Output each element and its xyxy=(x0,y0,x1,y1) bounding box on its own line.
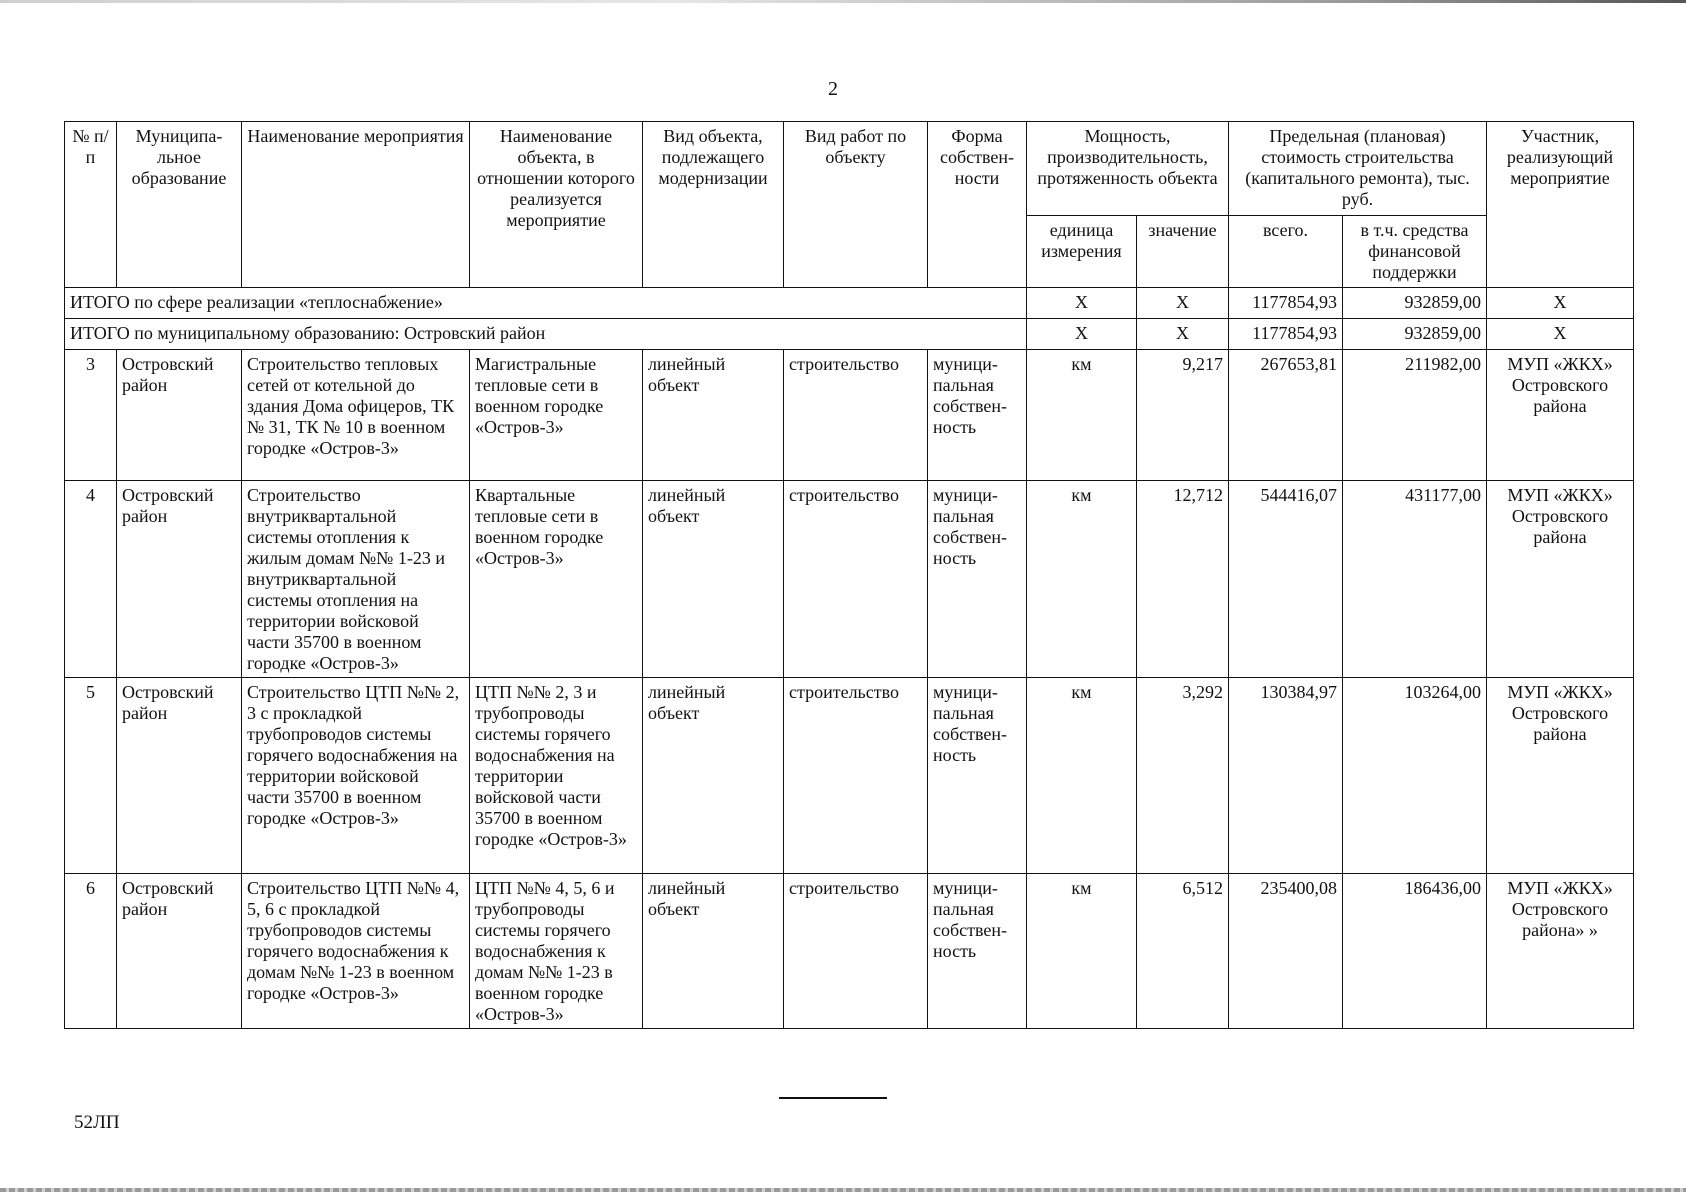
total-label: ИТОГО по сфере реализации «теплоснабжение» xyxy=(65,288,1027,319)
total-unit: Х xyxy=(1027,288,1137,319)
row-ownership: муници-пальная собствен-ность xyxy=(928,874,1027,1029)
header-municipality: Муниципа-льное образование xyxy=(117,122,242,288)
row-municipality: Островский район xyxy=(117,350,242,481)
page-number: 2 xyxy=(828,78,838,100)
header-capacity-group: Мощность, производительность, протяженность объекта xyxy=(1027,122,1229,216)
table-body xyxy=(65,288,1634,1029)
total-value: Х xyxy=(1137,319,1229,350)
table-header xyxy=(65,122,1634,288)
row-support: 211982,00 xyxy=(1343,350,1487,481)
total-participant: Х xyxy=(1487,288,1634,319)
row-support: 186436,00 xyxy=(1343,874,1487,1029)
row-municipality: Островский район xyxy=(117,481,242,678)
total-row-heat-supply xyxy=(65,288,1634,319)
row-object: ЦТП №№ 4, 5, 6 и трубопроводы системы горячего водоснабжения к домам №№ 1-23 в военном городке «Остров-3» xyxy=(470,874,643,1029)
row-ownership: муници-пальная собствен-ность xyxy=(928,678,1027,874)
table-row xyxy=(65,874,1634,1029)
header-event-name: Наименование мероприятия xyxy=(242,122,470,288)
row-participant: МУП «ЖКХ» Островского района xyxy=(1487,350,1634,481)
row-event: Строительство ЦТП №№ 4, 5, 6 с прокладкой трубопроводов системы горячего водоснабжения к домам №№ 1-23 в военном городке «Остров-3» xyxy=(242,874,470,1029)
row-num: 4 xyxy=(65,481,117,678)
row-total: 267653,81 xyxy=(1229,350,1343,481)
scan-edge-top xyxy=(0,0,1686,3)
row-num: 6 xyxy=(65,874,117,1029)
row-object-type: линейный объект xyxy=(643,678,784,874)
program-table xyxy=(64,121,1634,1029)
total-label: ИТОГО по муниципальному образованию: Островский район xyxy=(65,319,1027,350)
header-ownership: Форма собствен-ности xyxy=(928,122,1027,288)
row-unit: км xyxy=(1027,350,1137,481)
row-value: 3,292 xyxy=(1137,678,1229,874)
total-unit: Х xyxy=(1027,319,1137,350)
row-object-type: линейный объект xyxy=(643,481,784,678)
table-row xyxy=(65,678,1634,874)
header-work-type: Вид работ по объекту xyxy=(784,122,928,288)
row-ownership: муници-пальная собствен-ность xyxy=(928,481,1027,678)
row-support: 103264,00 xyxy=(1343,678,1487,874)
header-participant: Участник, реализующий мероприятие xyxy=(1487,122,1634,288)
row-work: строительство xyxy=(784,874,928,1029)
row-object: ЦТП №№ 2, 3 и трубопроводы системы горячего водоснабжения на территории войсковой части 35700 в военном городке «Остров-3» xyxy=(470,678,643,874)
footer-divider xyxy=(779,1097,887,1099)
table-row xyxy=(65,481,1634,678)
header-object-type: Вид объекта, подлежащего модернизации xyxy=(643,122,784,288)
total-participant: Х xyxy=(1487,319,1634,350)
header-cost-support: в т.ч. средства финансовой поддержки xyxy=(1343,216,1487,288)
total-support: 932859,00 xyxy=(1343,319,1487,350)
row-total: 544416,07 xyxy=(1229,481,1343,678)
row-value: 6,512 xyxy=(1137,874,1229,1029)
row-unit: км xyxy=(1027,874,1137,1029)
header-capacity-unit: единица измерения xyxy=(1027,216,1137,288)
row-unit: км xyxy=(1027,678,1137,874)
row-total: 235400,08 xyxy=(1229,874,1343,1029)
table-row xyxy=(65,350,1634,481)
row-participant: МУП «ЖКХ» Островского района xyxy=(1487,678,1634,874)
header-cost-group: Предельная (плановая) стоимость строительства (капитального ремонта), тыс. руб. xyxy=(1229,122,1487,216)
row-num: 5 xyxy=(65,678,117,874)
row-unit: км xyxy=(1027,481,1137,678)
total-cost: 1177854,93 xyxy=(1229,319,1343,350)
total-cost: 1177854,93 xyxy=(1229,288,1343,319)
header-capacity-value: значение xyxy=(1137,216,1229,288)
scan-edge-bottom xyxy=(0,1188,1686,1192)
total-value: Х xyxy=(1137,288,1229,319)
row-event: Строительство внутриквартальной системы отопления к жилым домам №№ 1-23 и внутриквартальной системы отопления на территории войсковой части 35700 в военном городке «Остров-3» xyxy=(242,481,470,678)
row-num: 3 xyxy=(65,350,117,481)
row-total: 130384,97 xyxy=(1229,678,1343,874)
row-object-type: линейный объект xyxy=(643,874,784,1029)
row-work: строительство xyxy=(784,678,928,874)
row-work: строительство xyxy=(784,481,928,678)
row-event: Строительство тепловых сетей от котельной до здания Дома офицеров, ТК № 31, ТК № 10 в военном городке «Остров-3» xyxy=(242,350,470,481)
header-cost-total: всего. xyxy=(1229,216,1343,288)
header-num: № п/п xyxy=(65,122,117,288)
row-ownership: муници-пальная собствен-ность xyxy=(928,350,1027,481)
row-municipality: Островский район xyxy=(117,874,242,1029)
row-object: Магистральные тепловые сети в военном городке «Остров-3» xyxy=(470,350,643,481)
footer-code: 52ЛП xyxy=(74,1112,120,1133)
row-object-type: линейный объект xyxy=(643,350,784,481)
row-value: 12,712 xyxy=(1137,481,1229,678)
row-object: Квартальные тепловые сети в военном городке «Остров-3» xyxy=(470,481,643,678)
total-support: 932859,00 xyxy=(1343,288,1487,319)
row-participant: МУП «ЖКХ» Островского района xyxy=(1487,481,1634,678)
row-municipality: Островский район xyxy=(117,678,242,874)
header-object-name: Наименование объекта, в отношении которого реализуется мероприятие xyxy=(470,122,643,288)
row-work: строительство xyxy=(784,350,928,481)
row-value: 9,217 xyxy=(1137,350,1229,481)
row-support: 431177,00 xyxy=(1343,481,1487,678)
row-participant: МУП «ЖКХ» Островского района» » xyxy=(1487,874,1634,1029)
total-row-municipality xyxy=(65,319,1634,350)
row-event: Строительство ЦТП №№ 2, 3 с прокладкой трубопроводов системы горячего водоснабжения на территории войсковой части 35700 в военном городке «Остров-3» xyxy=(242,678,470,874)
